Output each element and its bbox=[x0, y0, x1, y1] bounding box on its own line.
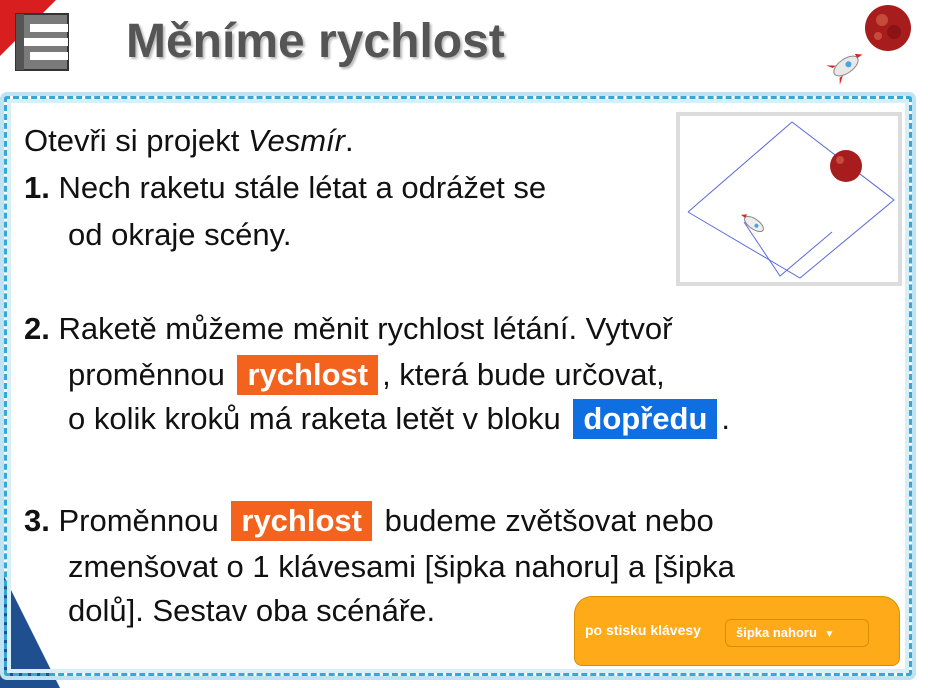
step3-line3: dolů]. Sestav oba scénáře. bbox=[68, 593, 436, 628]
step2-line3 bbox=[68, 396, 730, 441]
step2-line3-text: o kolik kroků má raketa letět v bloku bbox=[68, 401, 561, 436]
page-title: Měníme rychlost bbox=[126, 15, 505, 68]
variable-tag-rychlost-2: rychlost bbox=[231, 501, 372, 541]
step2-line2-text: proměnnou bbox=[68, 357, 225, 392]
step3-number: 3. bbox=[24, 503, 50, 538]
intro-suffix: . bbox=[344, 123, 354, 158]
step3-line2: zmenšovat o 1 klávesami [šipka nahoru] a [šipka bbox=[68, 549, 735, 584]
step1-number: 1. bbox=[24, 170, 50, 205]
step1-line2: od okraje scény. bbox=[68, 217, 292, 252]
step2-line2-after: , která bude určovat, bbox=[382, 357, 665, 392]
stage-preview bbox=[676, 112, 902, 286]
step3-text: Proměnnou bbox=[49, 503, 219, 538]
stage-diagram bbox=[680, 116, 898, 282]
step3-line1 bbox=[24, 498, 714, 543]
step2-text: Raketě můžeme měnit rychlost létání. Vytvoř bbox=[49, 311, 673, 346]
intro-prefix: Otevři si projekt bbox=[24, 123, 248, 158]
step2-line1 bbox=[24, 306, 672, 351]
key-press-event-block[interactable] bbox=[574, 596, 900, 666]
key-dropdown[interactable] bbox=[725, 619, 869, 647]
key-dropdown-value: šipka nahoru bbox=[736, 625, 817, 640]
red-planet-icon bbox=[862, 2, 914, 54]
bracket-logo-icon bbox=[14, 12, 70, 72]
step1-text: Nech raketu stále létat a odrážet se bbox=[49, 170, 547, 205]
variable-tag-rychlost: rychlost bbox=[237, 355, 378, 395]
intro-line bbox=[24, 118, 354, 163]
step2-number: 2. bbox=[24, 311, 50, 346]
rocket-icon bbox=[826, 48, 866, 84]
caret-down-icon: ▼ bbox=[824, 629, 835, 640]
motion-tag-dopredu: dopředu bbox=[573, 399, 717, 439]
step2-line2 bbox=[68, 352, 665, 397]
step3-line1-after: budeme zvětšovat nebo bbox=[384, 503, 714, 538]
step2-line3-after: . bbox=[721, 401, 731, 436]
step1-line1 bbox=[24, 165, 546, 210]
intro-project-name: Vesmír bbox=[247, 123, 345, 158]
event-block-label: po stisku klávesy bbox=[585, 622, 701, 638]
